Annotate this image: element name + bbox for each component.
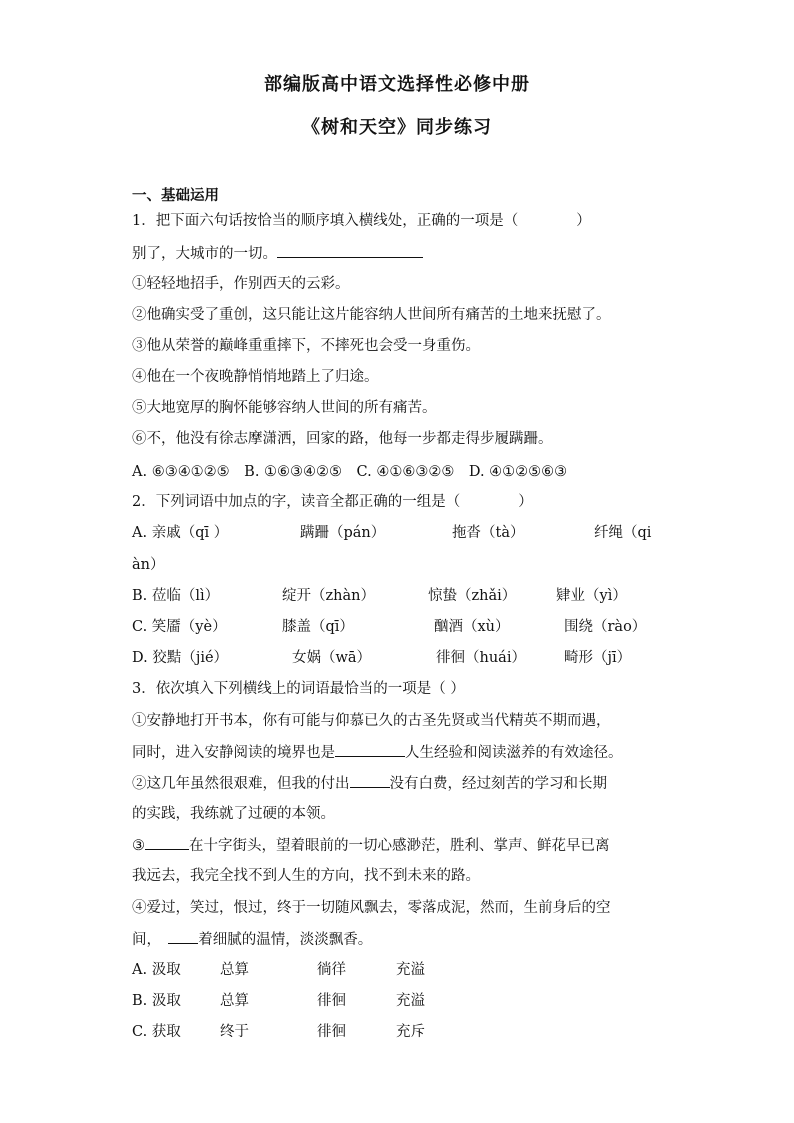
q2-c-item-3: 酗酒（xù） [434, 619, 510, 635]
q2-b-item-3: 惊蛰（zhǎi） [428, 588, 517, 604]
q2-a-item-2: 蹒跚（pán） [300, 525, 386, 541]
section-heading: 一、基础运用 [132, 187, 219, 204]
q3-passage-1a: ①安静地打开书本，你有可能与仰慕已久的古圣先贤或当代精英不期而遇， [132, 713, 611, 729]
q3-p2a-post: 没有白费，经过刻苦的学习和长期 [389, 776, 607, 792]
q3-option-b [132, 991, 452, 1011]
q3-blank-2 [350, 773, 390, 788]
q3-passage-3b: 我远去，我完全找不到人生的方向，找不到未来的路。 [132, 868, 480, 884]
q2-d-item-4: 畸形（jī） [564, 650, 632, 666]
q3-b-word-1: B. 汲取 [132, 993, 181, 1009]
q2-d-item-3: 徘徊（huái） [436, 650, 526, 666]
q3-passage-4a: ④爱过，笑过，恨过，终于一切随风飘去，零落成泥，然而，生前身后的空 [132, 900, 611, 916]
document-title: 部编版高中语文选择性必修中册 [264, 74, 530, 95]
q2-option-d [132, 648, 662, 668]
q2-option-a [132, 523, 662, 543]
q2-c-item-1: C. 笑靥（yè） [132, 619, 227, 635]
q3-c-word-1: C. 获取 [132, 1024, 181, 1040]
q3-a-word-1: A. 汲取 [132, 962, 181, 978]
q2-a-item-4: 纤绳（qi [594, 525, 652, 541]
q3-c-word-4: 充斥 [396, 1024, 425, 1040]
q3-passage-1b [132, 742, 623, 763]
q3-option-c [132, 1022, 452, 1042]
q2-option-a-wrap: àn） [132, 557, 165, 573]
q3-p2a-pre: ②这几年虽然很艰难，但我的付出 [132, 776, 350, 792]
q3-p1b-pre: 同时，进入安静阅读的境界也是 [132, 745, 335, 761]
q1-sentence-4: ④他在一个夜晚静悄悄地踏上了归途。 [132, 369, 379, 385]
q3-p3a-pre: ③ [132, 838, 145, 854]
q1-sentence-1: ①轻轻地招手，作别西天的云彩。 [132, 276, 350, 292]
q3-passage-2b: 的实践，我练就了过硬的本领。 [132, 806, 335, 822]
q3-blank-3 [145, 835, 189, 850]
q2-c-item-4: 围绕（rào） [564, 619, 647, 635]
q2-stem: 2．下列词语中加点的字，读音全都正确的一组是（ ） [132, 494, 533, 510]
q3-p4b-pre: 间， [132, 932, 169, 948]
q2-c-item-2: 膝盖（qī） [282, 619, 354, 635]
q3-a-word-4: 充溢 [396, 962, 425, 978]
q3-a-word-3: 徜徉 [317, 962, 346, 978]
q3-passage-4b [132, 929, 372, 950]
q3-b-word-4: 充溢 [396, 993, 425, 1009]
q3-c-word-3: 徘徊 [317, 1024, 346, 1040]
q3-p3a-post: 在十字街头，望着眼前的一切心感渺茫，胜利、掌声、鲜花早已离 [189, 838, 610, 854]
q1-sentence-5: ⑤大地宽厚的胸怀能够容纳人世间的所有痛苦。 [132, 400, 437, 416]
q3-blank-1 [335, 742, 405, 757]
q1-blank [277, 243, 423, 258]
q1-options: A. ⑥③④①②⑤ B. ①⑥③④②⑤ C. ④①⑥③②⑤ D. ④①②⑤⑥③ [132, 464, 568, 480]
q2-b-item-1: B. 莅临（lì） [132, 588, 220, 604]
q2-a-item-3: 拖沓（tà） [452, 525, 525, 541]
q3-a-word-2: 总算 [220, 962, 249, 978]
q2-d-item-1: D. 狡黠（jié） [132, 650, 229, 666]
q3-p1b-post: 人生经验和阅读滋养的有效途径。 [405, 745, 623, 761]
q3-passage-3a [132, 835, 610, 856]
q1-sentence-3: ③他从荣誉的巅峰重重摔下，不摔死也会受一身重伤。 [132, 338, 480, 354]
q3-stem: 3．依次填入下列横线上的词语最恰当的一项是（ ） [132, 681, 465, 697]
q2-b-item-4: 肄业（yì） [556, 588, 627, 604]
q1-sentence-2: ②他确实受了重创，这只能让这片能容纳人世间所有痛苦的土地来抚慰了。 [132, 307, 611, 323]
q3-passage-2a [132, 773, 607, 794]
document-subtitle: 《树和天空》同步练习 [302, 117, 492, 138]
q1-sentence-6: ⑥不，他没有徐志摩潇洒，回家的路，他每一步都走得步履蹒跚。 [132, 431, 553, 447]
q2-option-c [132, 617, 662, 637]
q1-lead-text: 别了，大城市的一切。 [132, 246, 277, 262]
q3-p4b-post: 着细腻的温情，淡淡飘香。 [198, 932, 373, 948]
q1-lead [132, 243, 423, 264]
q3-c-word-2: 终于 [220, 1024, 249, 1040]
q3-option-a [132, 960, 452, 980]
q2-b-item-2: 绽开（zhàn） [282, 588, 375, 604]
q2-a-item-1: A. 亲戚（qī ） [132, 525, 229, 541]
q2-d-item-2: 女娲（wā） [292, 650, 372, 666]
q1-stem: 1．把下面六句话按恰当的顺序填入横线处，正确的一项是（ ） [132, 213, 591, 229]
q3-b-word-3: 徘徊 [317, 993, 346, 1009]
q2-option-b [132, 586, 662, 606]
q3-b-word-2: 总算 [220, 993, 249, 1009]
q3-blank-4 [168, 929, 198, 944]
